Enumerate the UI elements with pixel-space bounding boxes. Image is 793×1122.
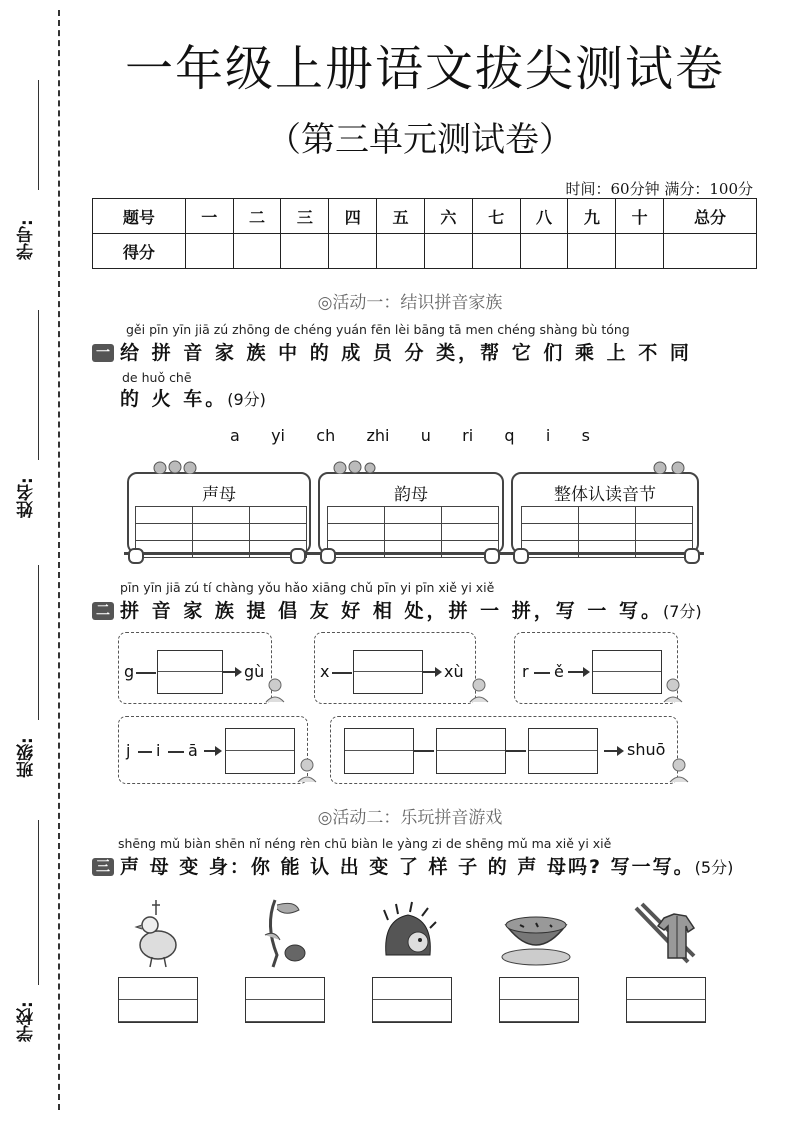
q3-answer-box[interactable] [372,977,452,1023]
arrow-icon [568,671,588,673]
score-table [92,198,757,269]
q2-answer-box[interactable] [353,650,423,694]
q1-letter-list [230,426,590,445]
q2-answer-box[interactable] [436,728,506,774]
q1-points: (9分) [227,390,266,409]
train-car-whole-syllables [511,472,699,554]
q3-number-badge: 三 [92,858,114,876]
q2-answer-box[interactable] [592,650,662,694]
name-label: 姓名: [17,477,37,519]
q3-text: 声 母 变 身：你 能 认 出 变 了 样 子 的 声 母吗? 写一写。 [120,856,695,878]
score-header-cell: 六 [424,199,472,234]
q3-answer-box[interactable] [245,977,325,1023]
q2-pinyin: pīn yīn jiā zú tí chàng yǒu hǎo xiāng chǔ pīn yi pīn xiě yi xiě [120,580,495,595]
connector-line [534,672,550,674]
arrow-icon [604,750,622,752]
id-write-line [38,80,39,190]
score-header-cell: 二 [233,199,281,234]
score-cell[interactable] [377,234,425,269]
q3-answer-box[interactable] [118,977,198,1023]
train-car-title: 声母 [202,485,236,505]
q2-points: (7分) [663,602,702,621]
train-car-title: 韵母 [394,485,428,505]
q2-answer-box[interactable] [157,650,223,694]
id-label: 学号: [17,219,37,261]
q1-pinyin-line2: de huǒ chē [122,370,192,385]
pinyin-letter: ri [462,426,474,445]
q3-points: (5分) [694,858,734,877]
score-cell[interactable] [472,234,520,269]
q2-middle-letter: i [156,741,161,760]
pinyin-letter: u [420,426,431,445]
flower-icon [466,676,492,706]
q2-start-letter: g [124,662,135,681]
score-header-cell: 九 [568,199,616,234]
connector-line [136,672,156,674]
answer-grid[interactable] [135,506,307,558]
lotus-root-icon [255,895,315,970]
page-title: 一年级上册语文拔尖测试卷 [124,41,725,97]
score-header-cell: 十 [616,199,664,234]
answer-grid[interactable] [521,506,693,558]
score-cell[interactable] [281,234,329,269]
class-write-line [38,565,39,720]
pinyin-letter: q [504,426,515,445]
q3-answer-box[interactable] [626,977,706,1023]
arrow-icon [204,750,220,752]
page-subtitle: （第三单元测试卷） [267,120,573,160]
binding-dashed-line [58,10,60,1110]
name-write-line [38,310,39,460]
q2-number-badge: 二 [92,602,114,620]
q1-text: 给 拼 音 家 族 中 的 成 员 分 类，帮 它 们 乘 上 不 同 [120,342,692,364]
score-header-cell: 一 [185,199,233,234]
q2-start-letter: x [320,662,330,681]
score-cell[interactable] [185,234,233,269]
wheel-icon [320,548,336,564]
q2-middle-letter: ě [554,662,564,681]
fruit-decoration-icon [140,458,700,474]
wheel-icon [290,548,306,564]
score-cell[interactable] [568,234,616,269]
arrow-icon [422,671,440,673]
class-label: 班级: [17,737,37,779]
score-table-score-row [93,234,757,269]
q2-answer-box[interactable] [225,728,295,774]
wheel-icon [484,548,500,564]
activity1-heading: ◎活动一：结识拼音家族 [317,293,503,313]
wheel-icon [128,548,144,564]
flower-icon [262,676,288,706]
score-header-cell: 总分 [664,199,757,234]
hedgehog-icon [378,900,438,970]
score-header-cell: 三 [281,199,329,234]
score-row-label: 得分 [93,234,186,269]
q2-result: gù [244,662,265,681]
pinyin-letter: i [545,426,551,445]
score-cell[interactable] [233,234,281,269]
q1-text-2: 的 火 车。 [120,388,228,410]
score-header-cell: 四 [329,199,377,234]
answer-grid[interactable] [327,506,499,558]
train-car-title: 整体认读音节 [554,485,656,505]
time-info: 时间：60分钟 满分：100分 [565,180,753,198]
q2-answer-box[interactable] [344,728,414,774]
watermelon-icon [500,905,572,967]
q2-answer-box[interactable] [528,728,598,774]
q3-pinyin: shēng mǔ biàn shēn nǐ néng rèn chū biàn le yàng zi de shēng mǔ ma xiě yi xiě [118,836,612,851]
q1-number-badge: 一 [92,344,114,362]
q2-text-line [92,596,702,623]
flower-icon [294,756,320,786]
q3-answer-box[interactable] [499,977,579,1023]
score-header-cell: 题号 [93,199,186,234]
flower-icon [660,676,686,706]
clothes-icon [628,898,700,970]
connector-line [506,750,526,752]
score-cell[interactable] [520,234,568,269]
pinyin-letter: ch [316,426,336,445]
q2-start-letter: j [126,741,131,760]
score-table-header-row [93,199,757,234]
q2-result: shuō [627,740,666,759]
score-header-cell: 五 [377,199,425,234]
connector-line [138,751,152,753]
score-cell[interactable] [664,234,757,269]
q2-text: 拼 音 家 族 提 倡 友 好 相 处，拼 一 拼，写 一 写。 [120,600,663,622]
q1-text-line2 [120,384,266,411]
wheel-icon [684,548,700,564]
connector-line [414,750,434,752]
train-car-finals [318,472,504,554]
school-label: 学校: [17,1001,37,1043]
pinyin-letter: yi [271,426,285,445]
connector-line [168,751,184,753]
score-cell[interactable] [329,234,377,269]
pinyin-letter: s [581,426,590,445]
q1-pinyin-line1: gěi pīn yīn jiā zú zhōng de chéng yuán fēn lèi bāng tā men chéng shàng bù tóng [126,322,630,337]
q2-start-letter: r [522,662,529,681]
q1-text-line1 [92,338,692,365]
pinyin-letter: zhi [366,426,390,445]
q2-result: xù [444,662,464,681]
connector-line [332,672,352,674]
wheel-icon [513,548,529,564]
train-rail [124,552,704,555]
score-header-cell: 七 [472,199,520,234]
train-car-initials [127,472,311,554]
score-cell[interactable] [616,234,664,269]
pinyin-letter: a [230,426,240,445]
score-header-cell: 八 [520,199,568,234]
score-cell[interactable] [424,234,472,269]
arrow-icon [222,671,240,673]
flower-icon [666,756,692,786]
q3-text-line [92,852,733,879]
q2-middle-letter-2: ā [188,741,198,760]
chicken-icon [128,895,188,970]
activity2-heading: ◎活动二：乐玩拼音游戏 [317,808,503,828]
school-write-line [38,820,39,985]
